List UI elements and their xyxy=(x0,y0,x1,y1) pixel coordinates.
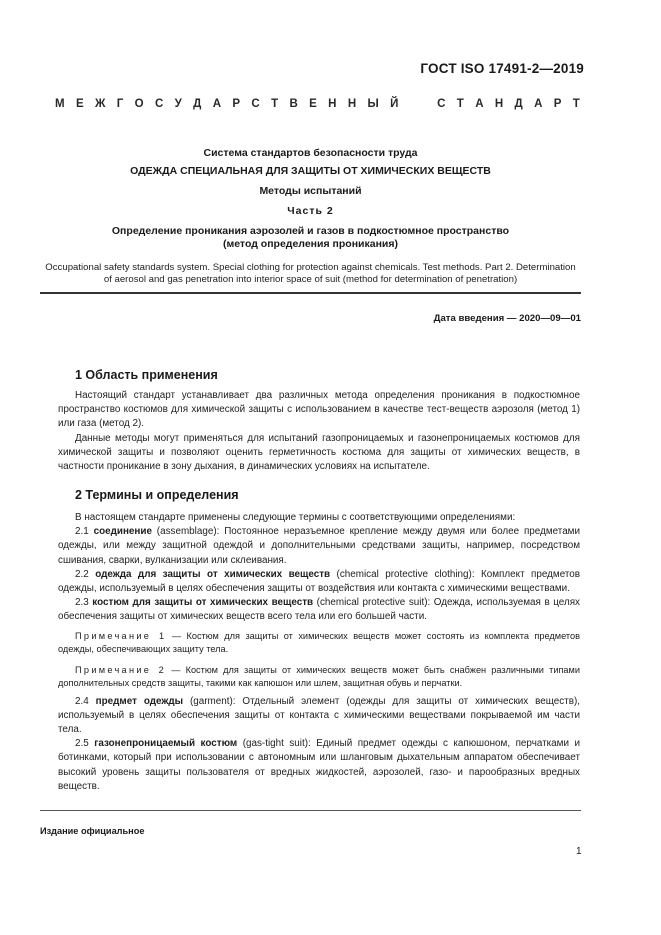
term-definition: (garment): Отдельный элемент (одежды для защиты от химических веществ), используемый в целях обеспечения защиты от контакта с химическими веществами покрываемой им части тела. xyxy=(58,695,580,736)
term-name: костюм для защиты от химических веществ xyxy=(92,597,314,609)
term-name: соединение xyxy=(93,526,152,538)
heading-letter: Ы xyxy=(367,98,379,110)
heading-letter: С xyxy=(154,98,164,110)
section-1-heading: 1 Область применения xyxy=(75,368,218,382)
term-name: газонепроницаемый костюм xyxy=(94,738,238,750)
introduction-date: Дата введения — 2020—09—01 xyxy=(433,313,581,324)
heading-letter: Й xyxy=(390,98,399,110)
heading-letter: А xyxy=(534,98,543,110)
heading-letter: А xyxy=(475,98,484,110)
english-title: Occupational safety standards system. Special clothing for protection against chemicals. Test methods. Part 2. Determination of aerosol and gas penetration into interior space of suit (method for determination of penetration) xyxy=(45,262,576,285)
heading-letter: Е xyxy=(75,98,84,110)
part-label: Часть 2 xyxy=(287,205,334,217)
standard-type-heading xyxy=(55,98,580,110)
term-number: 2.5 xyxy=(75,738,89,750)
heading-letter: Т xyxy=(456,98,464,110)
term-number: 2.2 xyxy=(75,568,89,580)
section-1-paragraph: Данные методы могут применяться для испытаний газопроницаемых и газонепроницаемых костюмов для химической защиты и позволяют оценить герметичность костюма для защиты от химических веществ, в частности проникание в зону дыхания, в динамических условиях на испытателе. xyxy=(58,432,580,473)
section-1-body xyxy=(58,389,580,474)
term-definition: (assemblage): Постоянное неразъемное крепление между двумя или более предметами одежды, или между защитной одеждой и дополнительными средствами защиты, например, посредством сшивания, сварки, вулканизации или склеивания. xyxy=(58,526,580,566)
section-2-intro: В настоящем стандарте применены следующие термины с соответствующими определениями: xyxy=(75,512,516,523)
part-title xyxy=(40,225,581,251)
heading-letter: А xyxy=(212,98,222,110)
heading-letter: Р xyxy=(553,98,562,110)
heading-letter: Е xyxy=(309,98,317,110)
system-title: Система стандартов безопасности труда xyxy=(203,147,418,159)
heading-letter: У xyxy=(174,98,182,110)
term-definition: (chemical protective suit): Одежда, используемая в целях обеспечения защиты от химических веществ всего тела или его большей части. xyxy=(58,597,580,623)
term-name: одежда для защиты от химических веществ xyxy=(95,568,331,580)
heading-letter: Н xyxy=(328,98,337,110)
title-divider xyxy=(40,292,581,294)
note-text: — Костюм для защиты от химических веществ может состоять из комплекта предметов одежды, обеспечивающих защиту тела. xyxy=(58,630,580,654)
page-number: 1 xyxy=(576,846,582,857)
term-2-1 xyxy=(58,525,580,568)
word-gap xyxy=(410,98,426,110)
term-2-2 xyxy=(58,568,580,596)
section-2-body xyxy=(58,511,580,794)
term-definition: (chemical protective clothing): Комплект предметов одежды, используемый в целях обеспечения защиты от воздействия или контакта с химическими веществами. xyxy=(58,568,581,595)
main-title: ОДЕЖДА СПЕЦИАЛЬНАЯ ДЛЯ ЗАЩИТЫ ОТ ХИМИЧЕСКИХ ВЕЩЕСТВ xyxy=(130,165,491,177)
term-definition: (gas-tight suit): Единый предмет одежды с капюшоном, перчатками и ботинками, который при использовании с автономным или шланговым дыхательным аппаратом обеспечивает высокий уровень защиты пользователя от вредных жидкостей, аэрозолей, газо- и парообразных вредных веществ. xyxy=(58,738,580,792)
heading-letter: Ж xyxy=(94,98,106,110)
heading-letter: Н xyxy=(494,98,504,110)
heading-letter: С xyxy=(437,98,446,110)
heading-letter: В xyxy=(289,98,298,110)
heading-letter: Т xyxy=(572,98,580,110)
term-2-3 xyxy=(58,596,580,624)
part-title-line1: Определение проникания аэрозолей и газов в подкостюмное пространство xyxy=(111,225,510,237)
heading-letter: Г xyxy=(116,98,124,110)
note-text: — Костюм для защиты от химических веществ может быть снабжен различными типами дополнительных средств защиты, такими как капюшон или шлем, защитная обувь и перчатки. xyxy=(58,664,580,688)
term-number: 2.1 xyxy=(75,526,89,538)
methods-title: Методы испытаний xyxy=(259,185,362,197)
heading-letter: Н xyxy=(347,98,357,110)
heading-letter: Д xyxy=(193,98,202,110)
heading-letter: Т xyxy=(271,98,279,110)
part-title-line2: (метод определения проникания) xyxy=(222,238,399,250)
document-code: ГОСТ ISO 17491-2—2019 xyxy=(420,61,584,76)
term-number: 2.4 xyxy=(75,695,89,707)
note-label: Примечание 2 xyxy=(75,664,167,675)
term-2-5 xyxy=(58,737,580,794)
note-2 xyxy=(58,664,580,690)
heading-letter: Д xyxy=(514,98,523,110)
term-number: 2.3 xyxy=(75,597,89,609)
heading-letter: М xyxy=(55,98,65,110)
note-1 xyxy=(58,630,580,656)
term-2-4 xyxy=(58,695,580,738)
heading-letter: Р xyxy=(232,98,241,110)
official-edition-label: Издание официальное xyxy=(40,826,145,836)
section-2-heading: 2 Термины и определения xyxy=(75,488,239,502)
section-1-paragraph: Настоящий стандарт устанавливает два различных метода определения проникания в подкостюмное пространство костюмов для химической защиты с использованием в качестве тест-веществ аэрозоля (метод 1) или газа (метод 2). xyxy=(58,390,580,430)
note-label: Примечание 1 xyxy=(75,630,167,641)
footer-divider xyxy=(40,810,581,811)
heading-letter: О xyxy=(134,98,144,110)
term-name: предмет одежды xyxy=(95,695,184,707)
heading-letter: С xyxy=(251,98,260,110)
